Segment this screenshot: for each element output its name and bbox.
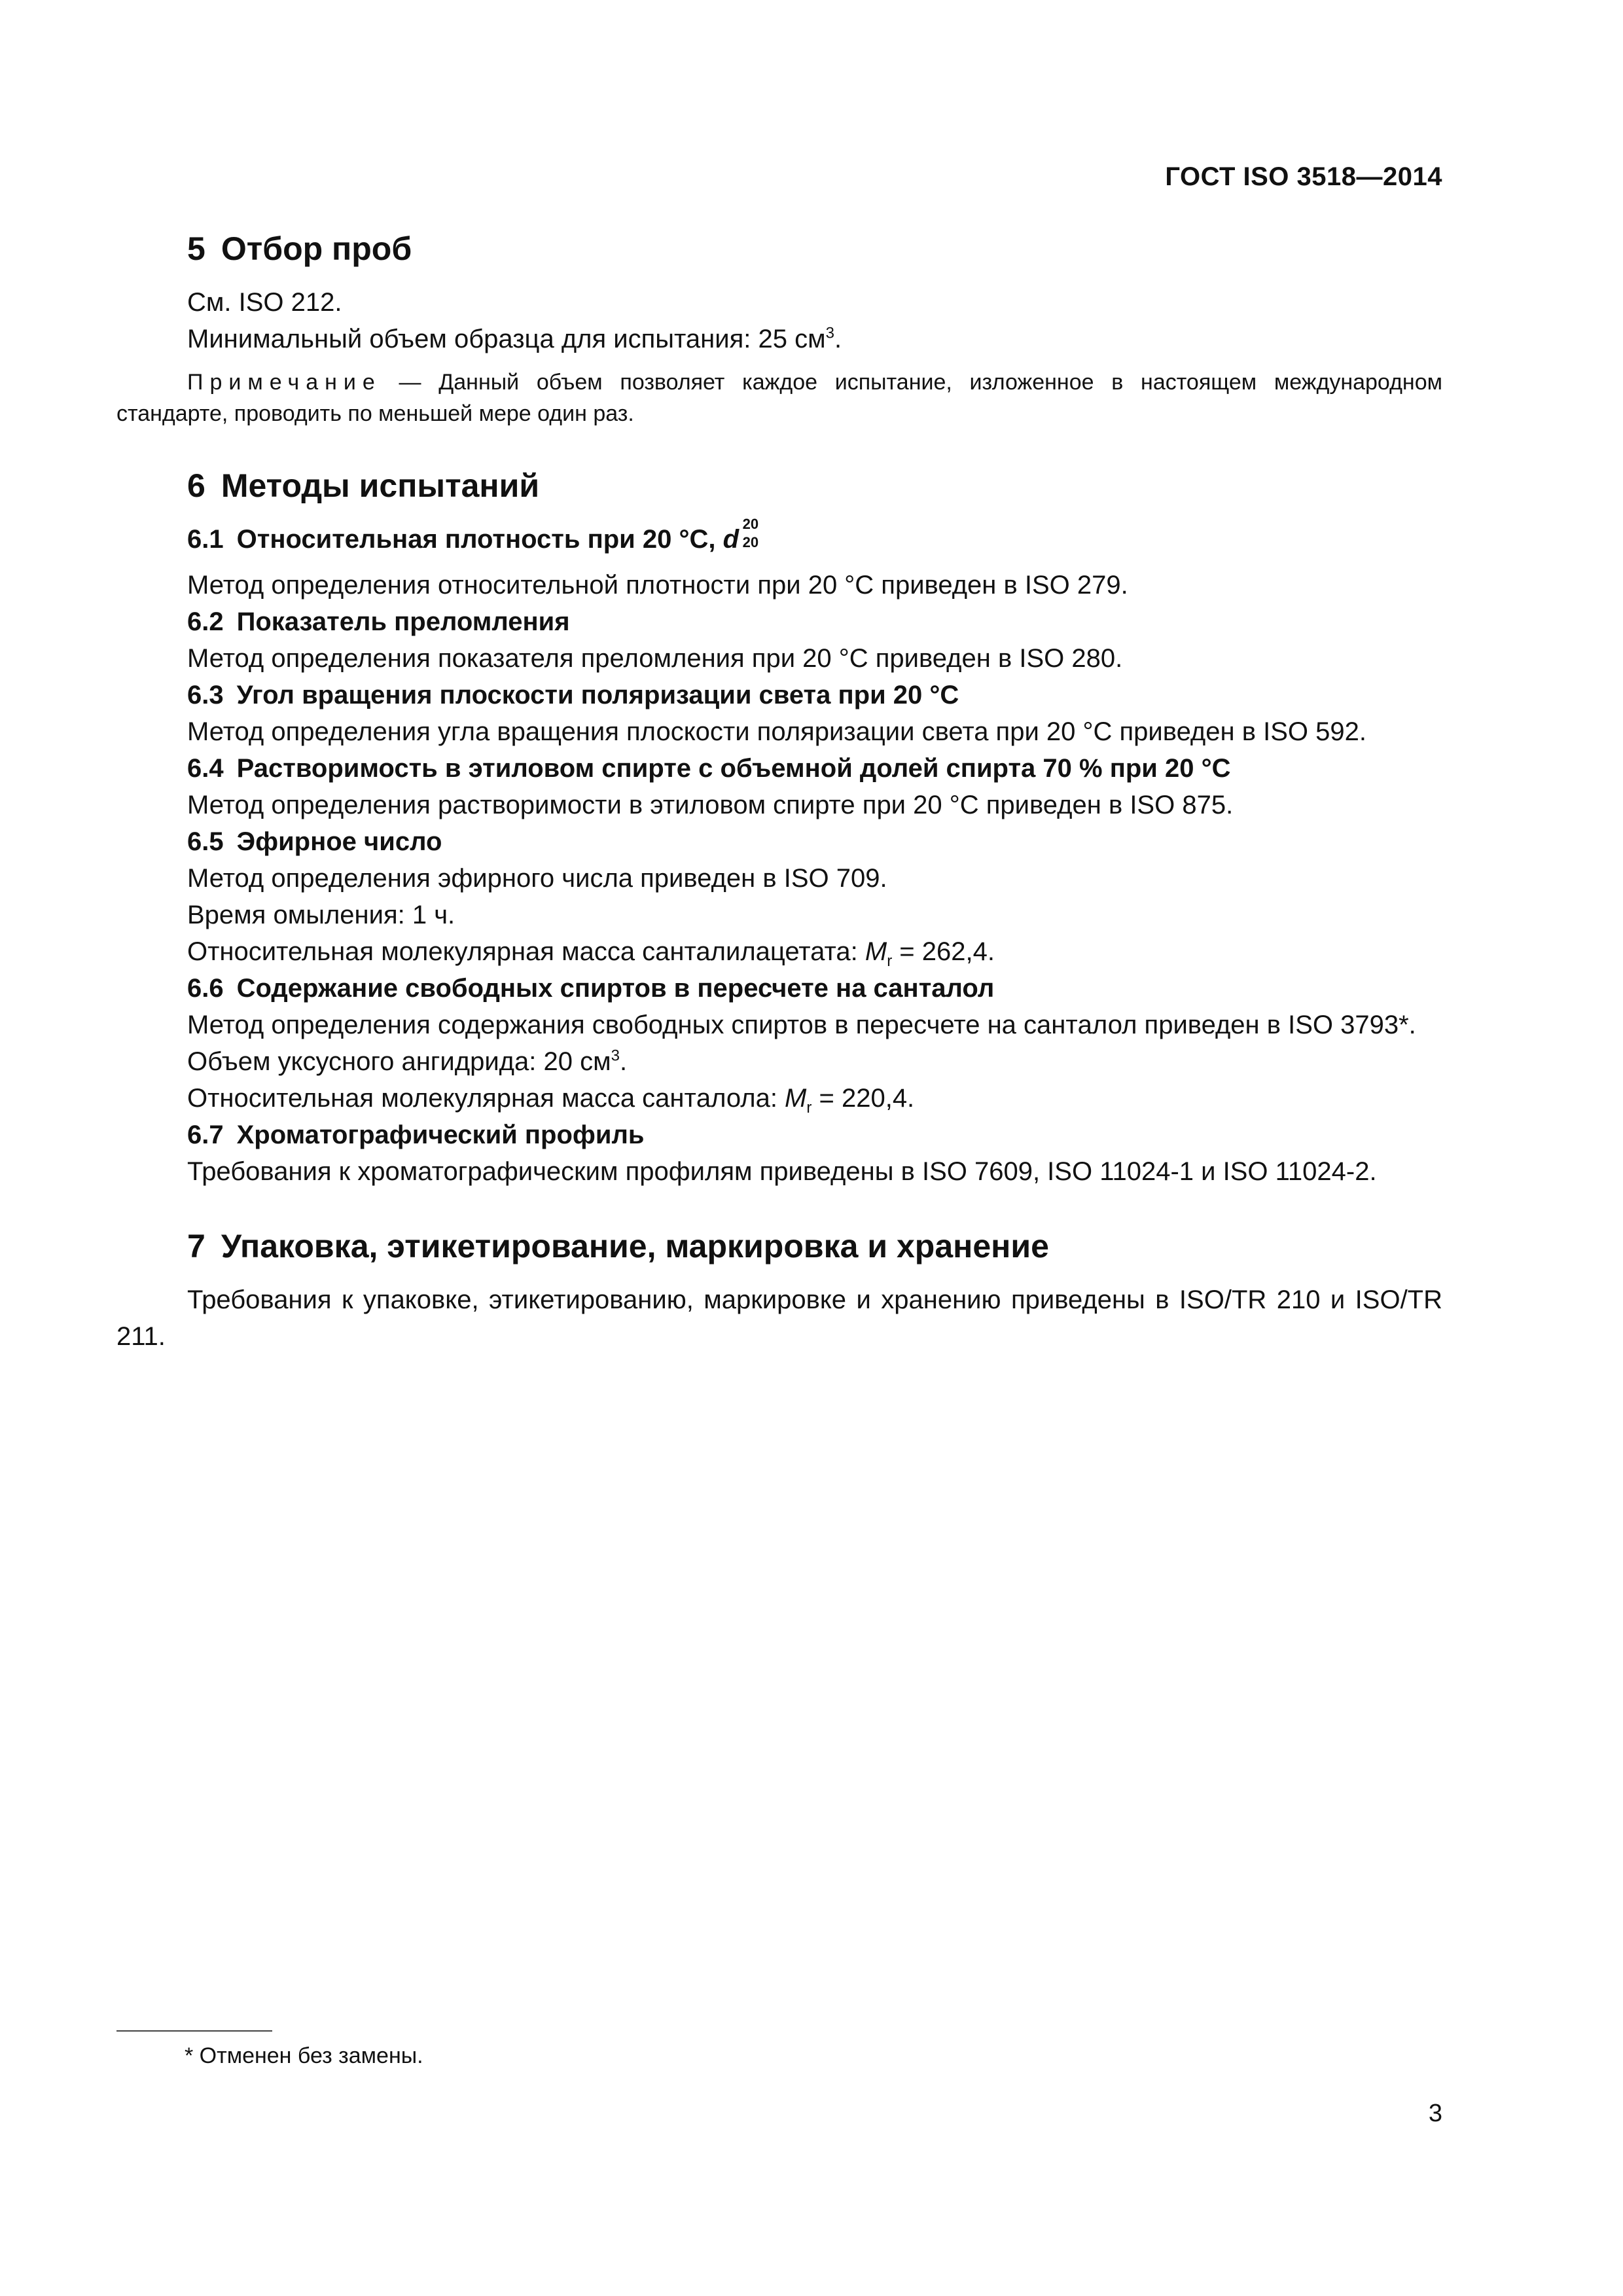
section-6-heading xyxy=(116,459,1442,512)
section-title: Методы испытаний xyxy=(221,467,540,504)
subsection-6-4-heading xyxy=(116,750,1442,787)
subsection-6-7-heading xyxy=(116,1117,1442,1153)
paragraph-text: = 262,4. xyxy=(892,937,995,966)
paragraph: Метод определения содержания свободных спиртов в пересчете на сантaлол приведен в ISO 3793*. xyxy=(187,1011,1416,1039)
symbol-letter: d xyxy=(722,525,740,554)
section-5-heading xyxy=(116,223,1442,275)
section-title: Отбор проб xyxy=(221,230,412,267)
paragraph xyxy=(116,933,1442,970)
section-number: 6 xyxy=(187,467,205,504)
subsection-number: 6.5 xyxy=(187,827,224,856)
footnote-divider xyxy=(116,2030,272,2032)
subsection-title: Содержание свободных спиртов в пересчете на сантaлол xyxy=(236,974,995,1003)
subsection-title: Эфирное число xyxy=(236,827,442,856)
paragraph-text: Относительная молекулярная масса санталилацетата: xyxy=(187,937,865,966)
subsection-number: 6.6 xyxy=(187,974,224,1003)
subsection-6-3-heading xyxy=(116,677,1442,713)
subsection-6-6-heading xyxy=(116,970,1442,1007)
note-label: Примечание xyxy=(187,370,382,395)
relative-density-symbol xyxy=(722,516,764,558)
subscript: r xyxy=(806,1099,812,1117)
paragraph-text: = 220,4. xyxy=(812,1084,915,1113)
subsection-6-5-heading xyxy=(116,823,1442,860)
subsection-title: Хроматографический профиль xyxy=(236,1121,645,1149)
subsection-6-2-heading xyxy=(116,603,1442,640)
paragraph: Метод определения угла вращения плоскости поляризации света при 20 °С приведен в ISO 592. xyxy=(187,717,1366,746)
superscript: 3 xyxy=(825,324,834,342)
subsection-number: 6.1 xyxy=(187,525,224,554)
subsection-number: 6.3 xyxy=(187,681,224,709)
paragraph-text: Объем уксусного ангидрида: 20 см xyxy=(187,1047,611,1076)
paragraph: Метод определения растворимости в этиловом спирте при 20 °С приведен в ISO 875. xyxy=(187,791,1234,819)
molar-mass-symbol: M xyxy=(785,1084,807,1113)
note xyxy=(116,367,1442,429)
paragraph: Метод определения эфирного числа приведен в ISO 709. xyxy=(187,864,887,893)
superscript: 3 xyxy=(611,1047,620,1065)
subsection-title: Относительная плотность при 20 °С, xyxy=(236,525,723,554)
paragraph-text: См. ISO 212. xyxy=(187,288,342,317)
paragraph: Время омыления: 1 ч. xyxy=(187,901,455,929)
symbol-subscript: 20 xyxy=(742,534,759,550)
paragraph: Требования к упаковке, этикетированию, маркировке и хранению приведены в ISO/TR 210 и ISO/TR 211. xyxy=(116,1285,1442,1351)
section-title: Упаковка, этикетирование, маркировка и хранение xyxy=(221,1228,1049,1265)
paragraph xyxy=(116,1043,1442,1080)
paragraph xyxy=(116,1080,1442,1117)
paragraph xyxy=(116,284,1442,321)
paragraph xyxy=(116,321,1442,357)
subsection-number: 6.4 xyxy=(187,754,224,783)
paragraph-text: . xyxy=(619,1047,628,1076)
subsection-6-1-heading xyxy=(116,516,1442,558)
subsection-title: Показатель преломления xyxy=(236,607,570,636)
paragraph-text: . xyxy=(834,325,842,353)
subsection-title: Угол вращения плоскости поляризации света при 20 °С xyxy=(236,681,959,709)
symbol-superscript: 20 xyxy=(742,516,759,532)
section-number: 5 xyxy=(187,230,205,267)
section-7-heading xyxy=(116,1220,1442,1272)
note-dash: — xyxy=(381,370,439,395)
footnote: * Отменен без замены. xyxy=(185,2043,423,2068)
molar-mass-symbol: M xyxy=(865,937,887,966)
document-id-header: ГОСТ ISO 3518—2014 xyxy=(1165,162,1442,191)
page-number: 3 xyxy=(1428,2100,1442,2127)
page-content xyxy=(116,223,1442,1355)
subscript: r xyxy=(887,952,893,970)
paragraph: Метод определения показателя преломления при 20 °С приведен в ISO 280. xyxy=(187,644,1123,673)
paragraph: Требования к хроматографическим профилям приведены в ISO 7609, ISO 11024-1 и ISO 11024-2. xyxy=(187,1157,1377,1186)
subsection-title: Растворимость в этиловом спирте с объемной долей спирта 70 % при 20 °С xyxy=(236,754,1231,783)
paragraph: Метод определения относительной плотности при 20 °С приведен в ISO 279. xyxy=(187,571,1128,600)
subsection-number: 6.7 xyxy=(187,1121,224,1149)
note-text: Данный объем позволяет каждое испытание, изложенное в настоящем международном стандарте, проводить по меньшей мере один раз. xyxy=(116,370,1442,426)
paragraph-text: Относительная молекулярная масса сантaлола: xyxy=(187,1084,785,1113)
section-number: 7 xyxy=(187,1228,205,1265)
subsection-number: 6.2 xyxy=(187,607,224,636)
paragraph-text: Минимальный объем образца для испытания: 25 см xyxy=(187,325,826,353)
